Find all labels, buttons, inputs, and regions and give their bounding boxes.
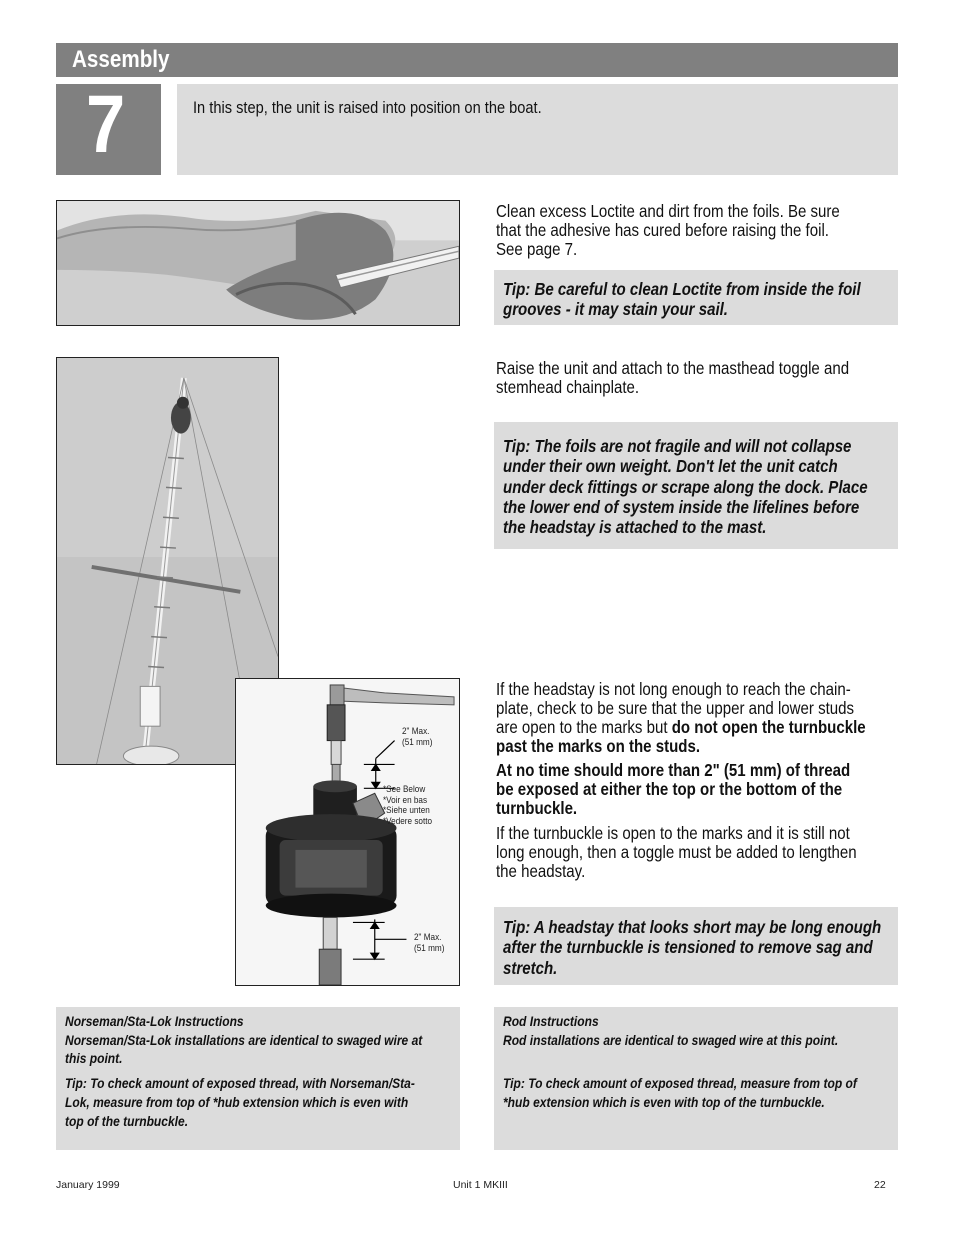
footer-date: January 1999 [56, 1179, 120, 1191]
section-header [56, 43, 898, 77]
toggle-instructions: If the turnbuckle is open to the marks and it is still not long enough, then a toggle must be added to lengthen the headstay. [496, 823, 857, 881]
thread-warning: At no time should more than 2" (51 mm) of thread be exposed at either the top or the bottom of the turnbuckle. [496, 760, 851, 818]
top-max-label: 2" Max. (51 mm) [402, 726, 433, 748]
step-intro-text: In this step, the unit is raised into position on the boat. [193, 98, 542, 117]
headstay-tip-text: Tip: A headstay that looks short may be long enough after the turnbuckle is tensioned to remove sag and stretch. [503, 917, 882, 978]
rod-note-title: Rod Instructions [503, 1013, 599, 1029]
norseman-note-title: Norseman/Sta-Lok Instructions [65, 1013, 244, 1029]
cleaning-instructions: Clean excess Loctite and dirt from the foils. Be sure that the adhesive has cured before raising the foil. See page 7. [496, 201, 840, 259]
hub-extension-label: *See Below *Voir en bas *Siehe unten *Vedere sotto [383, 784, 433, 827]
rod-note: Rod Instructions Rod installations are identical to swaged wire at this point. Tip: To check amount of exposed thread, measure from top of *hub extension which is even with top of the turnbuckle. [503, 1012, 890, 1112]
cleaning-foil-photo [56, 200, 460, 326]
norseman-note: Norseman/Sta-Lok Instructions Norseman/Sta-Lok installations are identical to swaged wire at this point. Tip: To check amount of exposed thread, with Norseman/Sta- Lok, measure from top of *hub extension which is even with top of the turnbuckle. [65, 1012, 452, 1130]
fragile-tip-text: Tip: The foils are not fragile and will not collapse under their own weight. Don't let the unit catch under deck fittings or scrape along the dock. Place the lower end of system inside the lifelines before the headstay is attached to the mast. [503, 436, 868, 538]
section-title: Assembly [72, 46, 170, 73]
loctite-tip-text: Tip: Be careful to clean Loctite from inside the foil grooves - it may stain your sail. [503, 279, 861, 320]
page-number: 22 [874, 1179, 886, 1191]
step-number: 7 [86, 79, 126, 170]
step-number-box [56, 79, 161, 175]
footer-model: Unit 1 MKIII [453, 1179, 508, 1191]
raise-instructions: Raise the unit and attach to the masthead toggle and stemhead chainplate. [496, 358, 850, 397]
headstay-length-instructions: If the headstay is not long enough to reach the chain- plate, check to be sure that the upper and lower studs are open to the marks but do not open the turnbuckle past the marks on the studs. [496, 679, 866, 756]
step-intro-box [177, 84, 898, 175]
bottom-max-label: 2" Max. (51 mm) [414, 932, 445, 954]
